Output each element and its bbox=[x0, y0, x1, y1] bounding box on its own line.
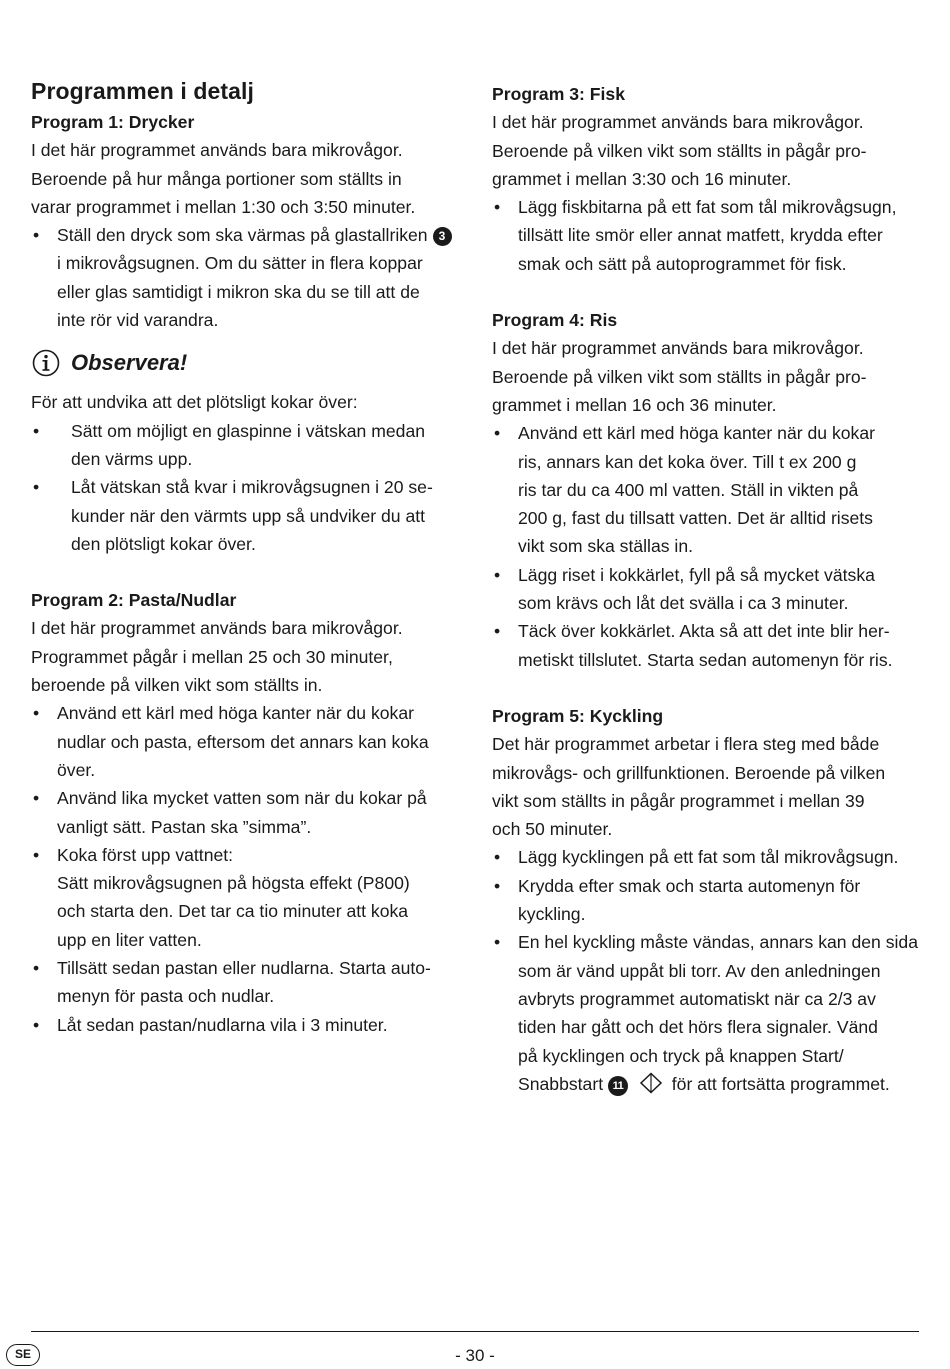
program-5-description: Det här programmet arbetar i flera steg med både mikrovågs- och grillfunktionen. Beroende på vilken vikt som ställts in pågår programmet i mellan 39 och 50 minuter. bbox=[492, 734, 886, 840]
program-4-section bbox=[492, 306, 924, 674]
program-2-title: Program 2: Pasta/Nudlar bbox=[31, 590, 237, 611]
program-5-list bbox=[492, 843, 924, 1098]
note-list bbox=[31, 417, 461, 558]
list-item: • Lägg riset i kokkärlet, fyll på så mycket vätska som krävs och låt det svälla i ca 3 minuter. bbox=[492, 561, 924, 618]
program-3-list bbox=[492, 193, 924, 278]
list-item: • Sätt om möjligt en glaspinne i vätskan medan den värms upp. bbox=[31, 417, 461, 474]
note-intro: För att undvika att det plötsligt kokar över: bbox=[31, 392, 358, 413]
list-item: • Lägg kycklingen på ett fat som tål mikrovågsugn. bbox=[492, 843, 924, 871]
program-3-description: I det här programmet används bara mikrovågor. Beroende på vilken vikt som ställts in pågår pro- grammet i mellan 3:30 och 16 minuter. bbox=[492, 112, 867, 189]
list-item: • Låt vätskan stå kvar i mikrovågsugnen i 20 se- kunder när den värmts upp så undviker du att den plötsligt kokar över. bbox=[31, 473, 461, 558]
right-column bbox=[492, 74, 924, 1098]
list-item: • Använd ett kärl med höga kanter när du kokar ris, annars kan det koka över. Till t ex 200 g ris tar du ca 400 ml vatten. Ställ in vikten på 200 g, fast du tillsatt vatten. Det är alltid risets vikt som ska ställas in. bbox=[492, 419, 924, 560]
list-item: • Ställ den dryck som ska värmas på glastallriken 3 i mikrovågsugnen. Om du sätter in flera koppar eller glas samtidigt i mikron ska du se till att de inte rör vid varandra. bbox=[31, 221, 461, 334]
list-item: • Låt sedan pastan/nudlarna vila i 3 minuter. bbox=[31, 1011, 461, 1039]
program-4-description: I det här programmet används bara mikrovågor. Beroende på vilken vikt som ställts in pågår pro- grammet i mellan 16 och 36 minuter. bbox=[492, 338, 867, 415]
program-2-section bbox=[31, 586, 461, 1039]
program-2-list bbox=[31, 699, 461, 1039]
page-heading: Programmen i detalj bbox=[31, 78, 255, 104]
list-item: • Lägg fiskbitarna på ett fat som tål mikrovågsugn, tillsätt lite smör eller annat matfett, krydda efter smak och sätt på autoprogrammet för fisk. bbox=[492, 193, 924, 278]
program-1-title: Program 1: Drycker bbox=[31, 112, 195, 132]
list-item: • Tillsätt sedan pastan eller nudlarna. Starta auto- menyn för pasta och nudlar. bbox=[31, 954, 461, 1011]
observera-note bbox=[31, 348, 461, 558]
program-3-section bbox=[492, 80, 924, 278]
left-column bbox=[31, 74, 461, 1039]
program-1-description: I det här programmet används bara mikrovågor. Beroende på hur många portioner som ställts in varar programmet i mellan 1:30 och 3:50 minuter. bbox=[31, 140, 416, 217]
list-item: • Använd lika mycket vatten som när du kokar på vanligt sätt. Pastan ska ”simma”. bbox=[31, 784, 461, 841]
list-item: • Täck över kokkärlet. Akta så att det inte blir her- metiskt tillslutet. Starta sedan automenyn för ris. bbox=[492, 617, 924, 674]
ref-number-11-icon: 11 bbox=[608, 1076, 628, 1096]
program-5-section bbox=[492, 702, 924, 1098]
program-4-title: Program 4: Ris bbox=[492, 310, 618, 331]
start-diamond-icon bbox=[639, 1072, 663, 1094]
footer-divider bbox=[31, 1331, 919, 1332]
note-title: Observera! bbox=[71, 350, 188, 376]
list-item: • En hel kyckling måste vändas, annars kan den sida som är vänd uppåt bli torr. Av den anledningen avbryts programmet automatiskt när ca 2/3 av tiden har gått och det hörs flera signaler. Vänd på kycklingen och tryck på knappen Start/ Snabbstart 11 för att fortsätta programmet. bbox=[492, 928, 924, 1098]
list-item: • Krydda efter smak och starta automenyn för kyckling. bbox=[492, 872, 924, 929]
note-header bbox=[31, 348, 461, 378]
program-3-title: Program 3: Fisk bbox=[492, 84, 625, 104]
ref-number-3-icon: 3 bbox=[433, 227, 452, 246]
info-icon bbox=[31, 348, 61, 378]
program-1-list bbox=[31, 221, 461, 334]
program-1-section bbox=[31, 108, 461, 334]
program-2-description: I det här programmet används bara mikrovågor. Programmet pågår i mellan 25 och 30 minuter, beroende på vilken vikt som ställts in. bbox=[31, 618, 403, 696]
language-badge: SE bbox=[6, 1344, 40, 1366]
list-item: • Använd ett kärl med höga kanter när du kokar nudlar och pasta, eftersom det annars kan koka över. bbox=[31, 699, 461, 784]
program-4-list bbox=[492, 419, 924, 674]
page-number: - 30 - bbox=[455, 1346, 495, 1365]
list-item: • Koka först upp vattnet: Sätt mikrovågsugnen på högsta effekt (P800) och starta den. Det tar ca tio minuter att koka upp en liter vatten. bbox=[31, 841, 461, 954]
program-5-title: Program 5: Kyckling bbox=[492, 705, 664, 726]
